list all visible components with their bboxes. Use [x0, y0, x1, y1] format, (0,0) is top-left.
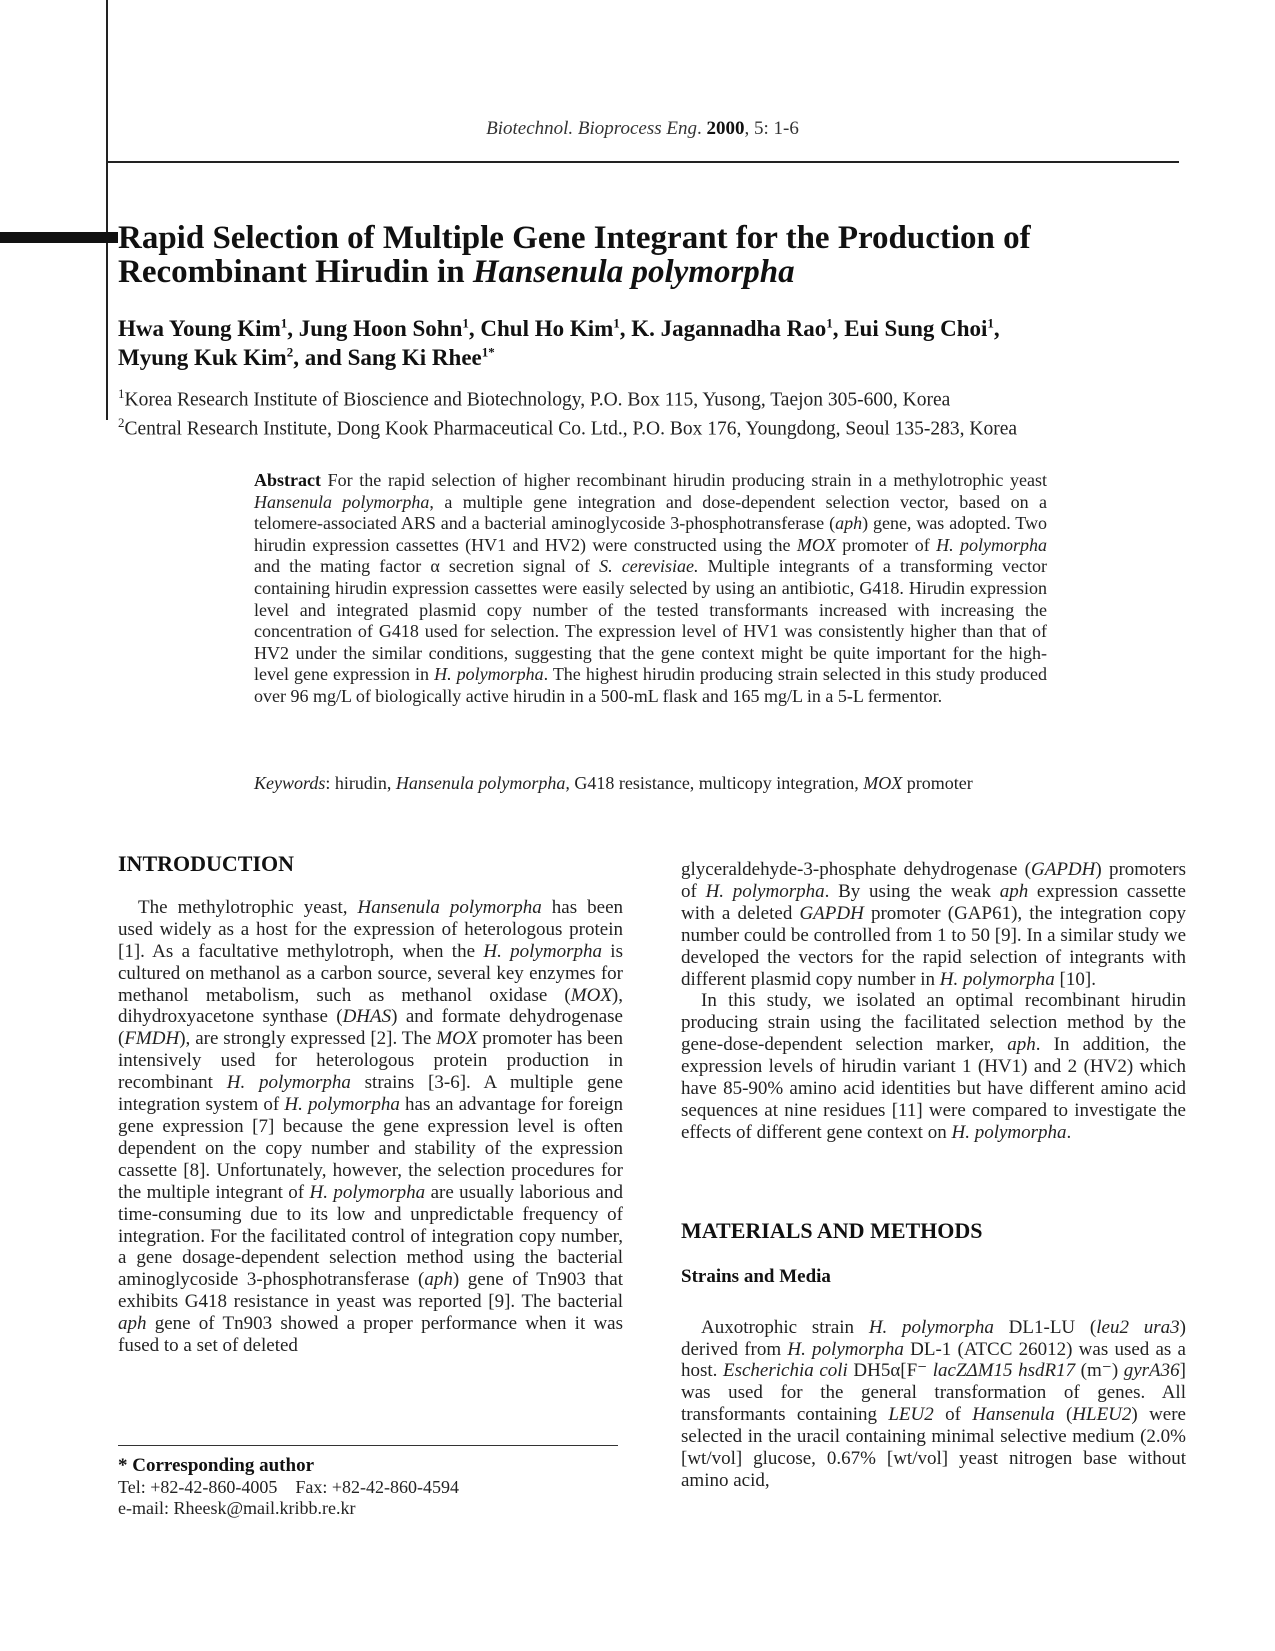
title-line-2: Recombinant Hirudin in: [118, 254, 473, 290]
text-run: ) promoters of: [681, 859, 1186, 902]
keywords: [254, 773, 1047, 795]
italic-text: GAPDH: [1031, 859, 1096, 880]
italic-text: FMDH: [124, 1028, 180, 1050]
text-run: . The highest hirudin producing strain selected in this study produced over 96 mg/L of biologically active hirudin in a 500-mL flask and 165 mg/L in a 5-L fermentor.: [254, 664, 1047, 706]
italic-text: LEU2: [888, 1404, 934, 1426]
strains-paragraph: [681, 1317, 1186, 1492]
abstract-body: [254, 470, 1047, 706]
left-column: [118, 853, 623, 1357]
text-run: . By using the weak: [824, 880, 1000, 902]
italic-text: GAPDH: [799, 902, 864, 924]
italic-text: H. polymorpha: [226, 1072, 351, 1094]
italic-text: Hansenula polymorpha: [254, 491, 430, 512]
italic-text: H. polymorpha: [787, 1338, 904, 1360]
text-run: In this study, we isolated an optimal recombinant hirudin producing strain using the facilitated selection method by the gene-dose-dependent selection marker,: [681, 990, 1186, 1056]
keywords-body: [325, 773, 972, 793]
italic-text: MOX: [436, 1028, 478, 1050]
affiliation: $^1$Korea Research Institute of Bioscience and Biotechnology, P.O. Box 115, Yusong, Taejon 305-600, Korea: [118, 386, 951, 411]
italic-text: leu2 ura3: [1096, 1316, 1180, 1338]
text-run: promoter: [902, 773, 973, 793]
text-run: promoter has been intensively used for heterologous protein production in recombinant: [118, 1028, 623, 1094]
text-run: gene of Tn903 showed a proper performance when it was fused to a set of deleted: [118, 1313, 623, 1357]
text-run: ) were selected in the uracil containing minimal selective medium (2.0% [wt/vol] glucose, 0.67% [wt/vol] yeast nitrogen base without amino acid,: [681, 1404, 1186, 1491]
text-run: DL1-LU (: [993, 1316, 1097, 1338]
footnote-rule: [118, 1445, 618, 1446]
italic-text: Hansenula polymorpha,: [395, 773, 570, 793]
affiliation: $^2$Central Research Institute, Dong Kook Pharmaceutical Co. Ltd., P.O. Box 176, Youngdong, Seoul 135-283, Korea: [118, 414, 1018, 439]
text-run: DH5α[F⁻: [847, 1360, 933, 1382]
text-run: glyceraldehyde-3-phosphate dehydrogenase (: [681, 859, 1031, 880]
text-run: (m⁻): [1075, 1360, 1124, 1382]
italic-text: Hansenula polymorpha: [357, 896, 542, 918]
italic-text: H. polymorpha: [434, 664, 544, 685]
italic-text: H. polymorpha: [309, 1181, 426, 1203]
keywords-label: Keywords: [254, 773, 326, 793]
italic-text: S. cerevisiae.: [599, 556, 699, 577]
italic-text: MOX: [796, 534, 836, 555]
text-run: are usually laborious and time-consuming due to its low and unpredictable frequency of integration. For the facilitated control of integration copy number, a gene dosage-dependent selection method using the bacterial aminoglycoside 3-phosphotransferase (: [118, 1181, 623, 1291]
author: Chul Ho Kim$^1$,: [480, 315, 632, 341]
italic-text: aph: [118, 1313, 147, 1335]
footnote-email: e-mail: Rheesk@mail.kribb.re.kr: [118, 1498, 356, 1518]
italic-text: H. polymorpha: [705, 880, 825, 902]
author-list: [118, 311, 1178, 370]
text-run: ) and formate dehydrogenase (: [118, 1006, 623, 1050]
author: Jung Hoon Sohn$^1$,: [298, 315, 481, 341]
italic-text: H. polymorpha: [936, 534, 1047, 555]
italic-text: H. polymorpha: [284, 1094, 400, 1116]
text-run: has been used widely as a host for the expression of heterologous protein [1]. As a facultative methylotroph, when the: [118, 896, 624, 962]
text-run: . In addition, the expression levels of hirudin variant 1 (HV1) and 2 (HV2) which have 85-90% amino acid identities but have different amino acid sequences at nine residues [11] were compared to investigate the effects of different gene context on: [681, 1034, 1186, 1143]
running-head: [106, 118, 1179, 140]
title-organism: Hansenula polymorpha: [472, 254, 795, 290]
italic-text: lacZΔM15 hsdR17: [932, 1360, 1076, 1382]
intro-continuation-paragraph: [681, 859, 1186, 990]
journal-volume-pages: , 5: 1-6: [744, 118, 799, 139]
italic-text: HLEU2: [1072, 1404, 1132, 1426]
title-line-1: Rapid Selection of Multiple Gene Integrant for the Production of: [118, 220, 1031, 256]
italic-text: H. polymorpha: [939, 968, 1055, 990]
italic-text: gyrA36: [1123, 1360, 1180, 1382]
text-run: promoter (GAP61), the integration copy number could be controlled from 1 to 50 [9]. In a similar study we developed the vectors for the rapid selection of integrants with different plasmid copy number in: [681, 902, 1186, 990]
italic-text: aph: [1007, 1034, 1036, 1056]
header-rule: [106, 161, 1179, 163]
text-run: ) derived from: [681, 1316, 1186, 1360]
text-run: ) gene, was adopted. Two hirudin expression cassettes (HV1 and HV2) were constructed using the: [254, 513, 1047, 555]
italic-text: H. polymorpha: [951, 1121, 1067, 1143]
italic-text: aph: [424, 1269, 453, 1291]
abstract: [254, 470, 1047, 708]
author: Myung Kuk Kim$^2$, and: [118, 344, 348, 371]
text-run: G418 resistance, multicopy integration,: [569, 773, 864, 793]
text-run: promoter of: [835, 534, 937, 555]
intro-paragraph: [118, 897, 623, 1357]
text-run: ), dihydroxyacetone synthase (: [118, 984, 623, 1028]
text-run: [10].: [1054, 968, 1096, 990]
italic-text: MOX: [863, 773, 903, 793]
left-margin-rule: [106, 0, 108, 420]
text-run: ) gene of Tn903 that exhibits G418 resistance in yeast was reported [9]. The bacterial: [118, 1269, 624, 1313]
journal-dot: .: [697, 118, 702, 139]
author: Eui Sung Choi$^1$,: [844, 315, 1000, 341]
text-run: DL-1 (ATCC 26012) was used as a host.: [681, 1338, 1186, 1382]
text-run: The methylotrophic yeast,: [138, 896, 358, 918]
section-heading-methods: MATERIALS AND METHODS: [681, 1217, 983, 1243]
text-run: Multiple integrants of a transforming vector containing hirudin expression cassettes were easily selected by using an antibiotic, G418. Hirudin expression level and integrated plasmid copy number of the tested transformants increased with increasing the concentration of G418 used for selection. The expression level of HV1 was consistently higher than that of HV2 under the similar conditions, suggesting that the gene context might be quite important for the high-level gene expression in: [254, 556, 1047, 685]
author: K. Jagannadha Rao$^1$,: [631, 315, 845, 341]
author: Sang Ki Rhee$^{1*}$: [347, 344, 495, 371]
footnote-tel-fax: Tel: +82-42-860-4005 Fax: +82-42-860-4594: [118, 1476, 459, 1497]
paper-title: [118, 221, 1168, 289]
text-run: ] was used for the general transformation of genes. All transformants containing: [681, 1360, 1186, 1426]
footnote-heading: * Corresponding author: [118, 1455, 315, 1476]
text-run: has an advantage for foreign gene expression [7] because the gene expression level is often dependent on the copy number and stability of the expression cassette [8]. Unfortunately, however, the selection procedures for the multiple integrant of: [118, 1094, 623, 1203]
intro-paragraph-aim: [681, 990, 1186, 1143]
text-run: For the rapid selection of higher recombinant hirudin producing strain in a methylotrophic yeast: [320, 470, 1047, 490]
text-run: is cultured on methanol as a carbon source, several key enzymes for methanol metabolism, such as methanol oxidase (: [118, 940, 623, 1006]
title-marker-bar: [0, 232, 118, 243]
text-run: of: [933, 1404, 973, 1426]
text-run: (: [1054, 1404, 1073, 1426]
text-run: strains [3-6]. A multiple gene integration system of: [118, 1072, 623, 1116]
italic-text: aph: [835, 513, 863, 534]
text-run: , a multiple gene integration and dose-dependent selection vector, based on a telomere-associated ARS and a bacterial aminoglycoside 3-phosphotransferase (: [254, 491, 1047, 534]
italic-text: Hansenula: [972, 1404, 1055, 1426]
text-run: ), are strongly expressed [2]. The: [179, 1028, 437, 1050]
affiliations: [118, 383, 1198, 440]
text-run: expression cassette with a deleted: [681, 880, 1186, 924]
journal-year: 2000: [706, 118, 745, 139]
abstract-label: Abstract: [254, 470, 321, 490]
right-column: [681, 859, 1186, 1492]
text-run: : hirudin,: [325, 773, 396, 793]
author: Hwa Young Kim$^1$,: [118, 315, 299, 341]
italic-text: Escherichia coli: [723, 1360, 848, 1382]
italic-text: H. polymorpha: [483, 940, 602, 962]
text-run: and the mating factor α secretion signal of: [254, 556, 600, 577]
subsection-heading-strains: Strains and Media: [681, 1265, 831, 1287]
italic-text: aph: [999, 880, 1029, 902]
journal-name: Biotechnol. Bioprocess Eng: [486, 118, 698, 139]
text-run: .: [1066, 1121, 1072, 1143]
corresponding-author-footnote: [118, 1455, 623, 1520]
section-heading-introduction: INTRODUCTION: [118, 851, 295, 876]
italic-text: H. polymorpha: [868, 1316, 994, 1338]
italic-text: MOX: [570, 984, 612, 1006]
italic-text: DHAS: [342, 1006, 392, 1028]
text-run: Auxotrophic strain: [701, 1316, 869, 1338]
